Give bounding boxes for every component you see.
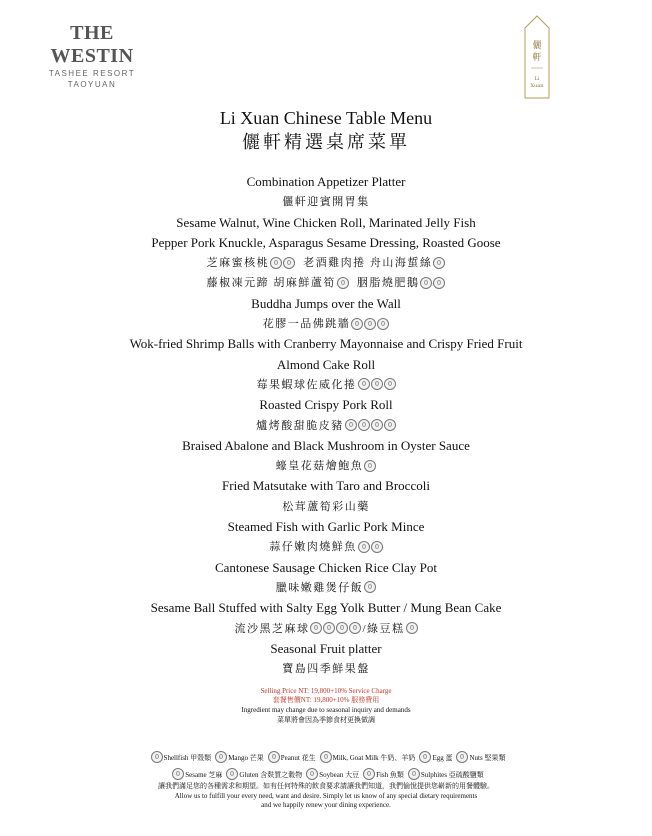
sesame-icon [337, 277, 349, 289]
dish-name-en [0, 172, 652, 192]
dish-name-en [0, 558, 652, 578]
egg-icon [371, 378, 383, 390]
dish-name-zh [0, 659, 652, 679]
dish-text: Sesame Ball Stuffed with Salty Egg Yolk Butter / Mung Bean Cake [150, 600, 502, 616]
restaurant-badge [521, 14, 553, 104]
svg-text:Xuan: Xuan [530, 83, 544, 89]
gluten-icon [226, 768, 238, 780]
dish-name-en [0, 294, 652, 314]
dish-text: 流沙黑芝麻球 [234, 622, 310, 635]
dish-text: 松茸蘆筍彩山藥 [282, 500, 370, 513]
shellfish-icon [351, 318, 363, 330]
dish-name-zh [0, 314, 652, 334]
dish-name-en [0, 213, 652, 233]
sulphites-icon [408, 768, 420, 780]
gluten-icon [358, 419, 370, 431]
sesame-icon [406, 622, 418, 634]
soybean-icon [420, 277, 432, 289]
dish-text: Almond Cake Roll [276, 356, 376, 372]
allergen-legend [0, 750, 652, 784]
sesame-icon [349, 622, 361, 634]
egg-icon [377, 318, 389, 330]
gluten-icon [433, 277, 445, 289]
closing-zh: 讓我們滿足您的各種需求和期望。如有任何特殊的飲食要求請讓我們知道，我們愉悅提供您嶄新的用餐體驗。 [158, 782, 494, 790]
dish-text: Cantonese Sausage Chicken Rice Clay Pot [214, 559, 438, 575]
dish-text: Sesame Walnut, Wine Chicken Roll, Marinated Jelly Fish [176, 214, 476, 230]
dish-text: 臘味嫩雞煲仔飯 [275, 581, 364, 594]
peanut-icon [270, 257, 282, 269]
dish-text: 蠔皇花菇燴鮑魚 [275, 460, 364, 473]
dish-name-en [0, 598, 652, 618]
price-en: Selling Price NT: 19,800+10% Service Charge [260, 687, 392, 695]
fish-icon [358, 541, 370, 553]
soybean-icon [371, 541, 383, 553]
hotel-logo [30, 22, 154, 90]
legend-label: Sesame 芝麻 [185, 771, 223, 779]
dish-name-zh [0, 375, 652, 395]
dish-text: Roasted Crispy Pork Roll [259, 397, 393, 413]
dish-name-en [0, 517, 652, 537]
milk-icon [310, 622, 322, 634]
soybean-icon [364, 581, 376, 593]
dish-name-zh [0, 192, 652, 212]
dish-name-zh [0, 273, 652, 293]
nuts-icon [456, 751, 468, 763]
gluten-icon [336, 622, 348, 634]
sesame-icon [172, 768, 184, 780]
restaurant-badge-icon [521, 14, 553, 104]
shellfish-icon [151, 751, 163, 763]
milk-icon [320, 751, 332, 763]
egg-icon [371, 419, 383, 431]
svg-text:軒: 軒 [532, 53, 542, 63]
notice [0, 706, 652, 725]
legend-label: Soybean 大豆 [319, 771, 360, 779]
dish-name-en [0, 476, 652, 496]
legend-label: Egg 蛋 [432, 754, 453, 762]
sesame-icon [384, 419, 396, 431]
menu-title-zh: 儷軒精選桌席菜單 [242, 132, 410, 152]
shellfish-icon [433, 257, 445, 269]
menu-title-en: Li Xuan Chinese Table Menu [219, 108, 433, 128]
dish-text: Combination Appetizer Platter [246, 174, 406, 189]
dish-name-en [0, 334, 652, 354]
note-en: Ingredient may change due to seasonal inquiry and demands [241, 706, 411, 714]
note-zh: 菜單將會因為季節食材更換做調 [277, 715, 375, 724]
dish-name-zh [0, 619, 652, 639]
dish-text: Buddha Jumps over the Wall [251, 295, 401, 311]
dish-text: Fried Matsutake with Taro and Broccoli [222, 478, 430, 494]
dish-name-zh [0, 578, 652, 598]
dish-name-zh [0, 456, 652, 476]
dish-text: 寶島四季鮮果盤 [282, 663, 370, 676]
dish-name-zh [0, 416, 652, 436]
soybean-icon [364, 460, 376, 472]
closing-note [0, 782, 652, 811]
dish-text: Pepper Pork Knuckle, Asparagus Sesame Dressing, Roasted Goose [151, 234, 501, 250]
dish-text: 儷軒迎賓開胃集 [282, 196, 370, 209]
pricing [0, 687, 652, 705]
dish-text: 藤椒凍元蹄 胡麻鮮蘆筍 [206, 277, 336, 290]
soybean-icon [306, 768, 318, 780]
dish-text: Steamed Fish with Garlic Pork Mince [227, 519, 425, 535]
resort-name: TASHEE RESORT [48, 69, 136, 78]
legend-row [0, 750, 652, 767]
dish-text-extra: /綠豆糕 [362, 622, 405, 635]
menu-list [0, 172, 652, 679]
dish-text: 芝麻蜜核桃 [206, 257, 270, 270]
egg-icon [419, 751, 431, 763]
dish-text: Wok-fried Shrimp Balls with Cranberry Mayonnaise and Crispy Fried Fruit [129, 336, 523, 352]
dish-name-en [0, 436, 652, 456]
fish-icon [364, 318, 376, 330]
dish-name-en [0, 639, 652, 659]
dish-text: 爐烤酸甜脆皮豬 [256, 419, 344, 432]
peanut-icon [268, 751, 280, 763]
svg-text:儷: 儷 [532, 41, 542, 51]
dish-text-extra: 老酒雞肉捲 舟山海蜇絲 [303, 257, 433, 270]
legend-label: Fish 魚類 [376, 771, 404, 779]
fish-icon [363, 768, 375, 780]
egg-icon [323, 622, 335, 634]
dish-name-zh [0, 497, 652, 517]
dish-text: Braised Abalone and Black Mushroom in Oyster Sauce [182, 437, 470, 453]
legend-label: Sulphites 亞硫酸鹽類 [420, 771, 484, 779]
legend-label: Gluten 含麩質之穀物 [239, 771, 303, 779]
legend-label: Nuts 堅果類 [469, 754, 506, 762]
svg-text:Li: Li [534, 76, 540, 82]
shellfish-icon [358, 378, 370, 390]
legend-label: Milk, Goat Milk 牛奶、羊奶 [332, 754, 416, 762]
brand-name: THE WESTIN [50, 22, 134, 67]
dish-text: Seasonal Fruit platter [270, 640, 382, 656]
dish-name-en [0, 233, 652, 253]
dish-text: 蒜仔嫩肉燒鮮魚 [269, 541, 357, 554]
dish-text: 莓果蝦球佐威化捲 [256, 378, 357, 391]
dish-name-zh [0, 537, 652, 557]
legend-label: Shellfish 甲殼類 [163, 754, 212, 762]
legend-label: Peanut 花生 [280, 754, 316, 762]
resort-city: TAOYUAN [67, 80, 117, 89]
dish-name-en [0, 395, 652, 415]
closing-en-2: and we happily renew your dining experience. [261, 801, 391, 809]
legend-label: Mango 芒果 [228, 754, 264, 762]
dish-text: 花膠一品佛跳牆 [262, 318, 351, 331]
dish-name-zh [0, 253, 652, 273]
closing-en-1: Allow us to fulfill your every need, want and desire. Simply let us know of any special dietary requirements [174, 791, 478, 800]
price-zh: 套餐售價NT: 19,800+10% 服務費用 [272, 696, 380, 704]
mango-icon [215, 751, 227, 763]
soybean-icon [345, 419, 357, 431]
dish-text-extra: 胭脂燒肥鵝 [356, 277, 420, 290]
nuts-icon [283, 257, 295, 269]
dish-name-en [0, 355, 652, 375]
nuts-icon [384, 378, 396, 390]
